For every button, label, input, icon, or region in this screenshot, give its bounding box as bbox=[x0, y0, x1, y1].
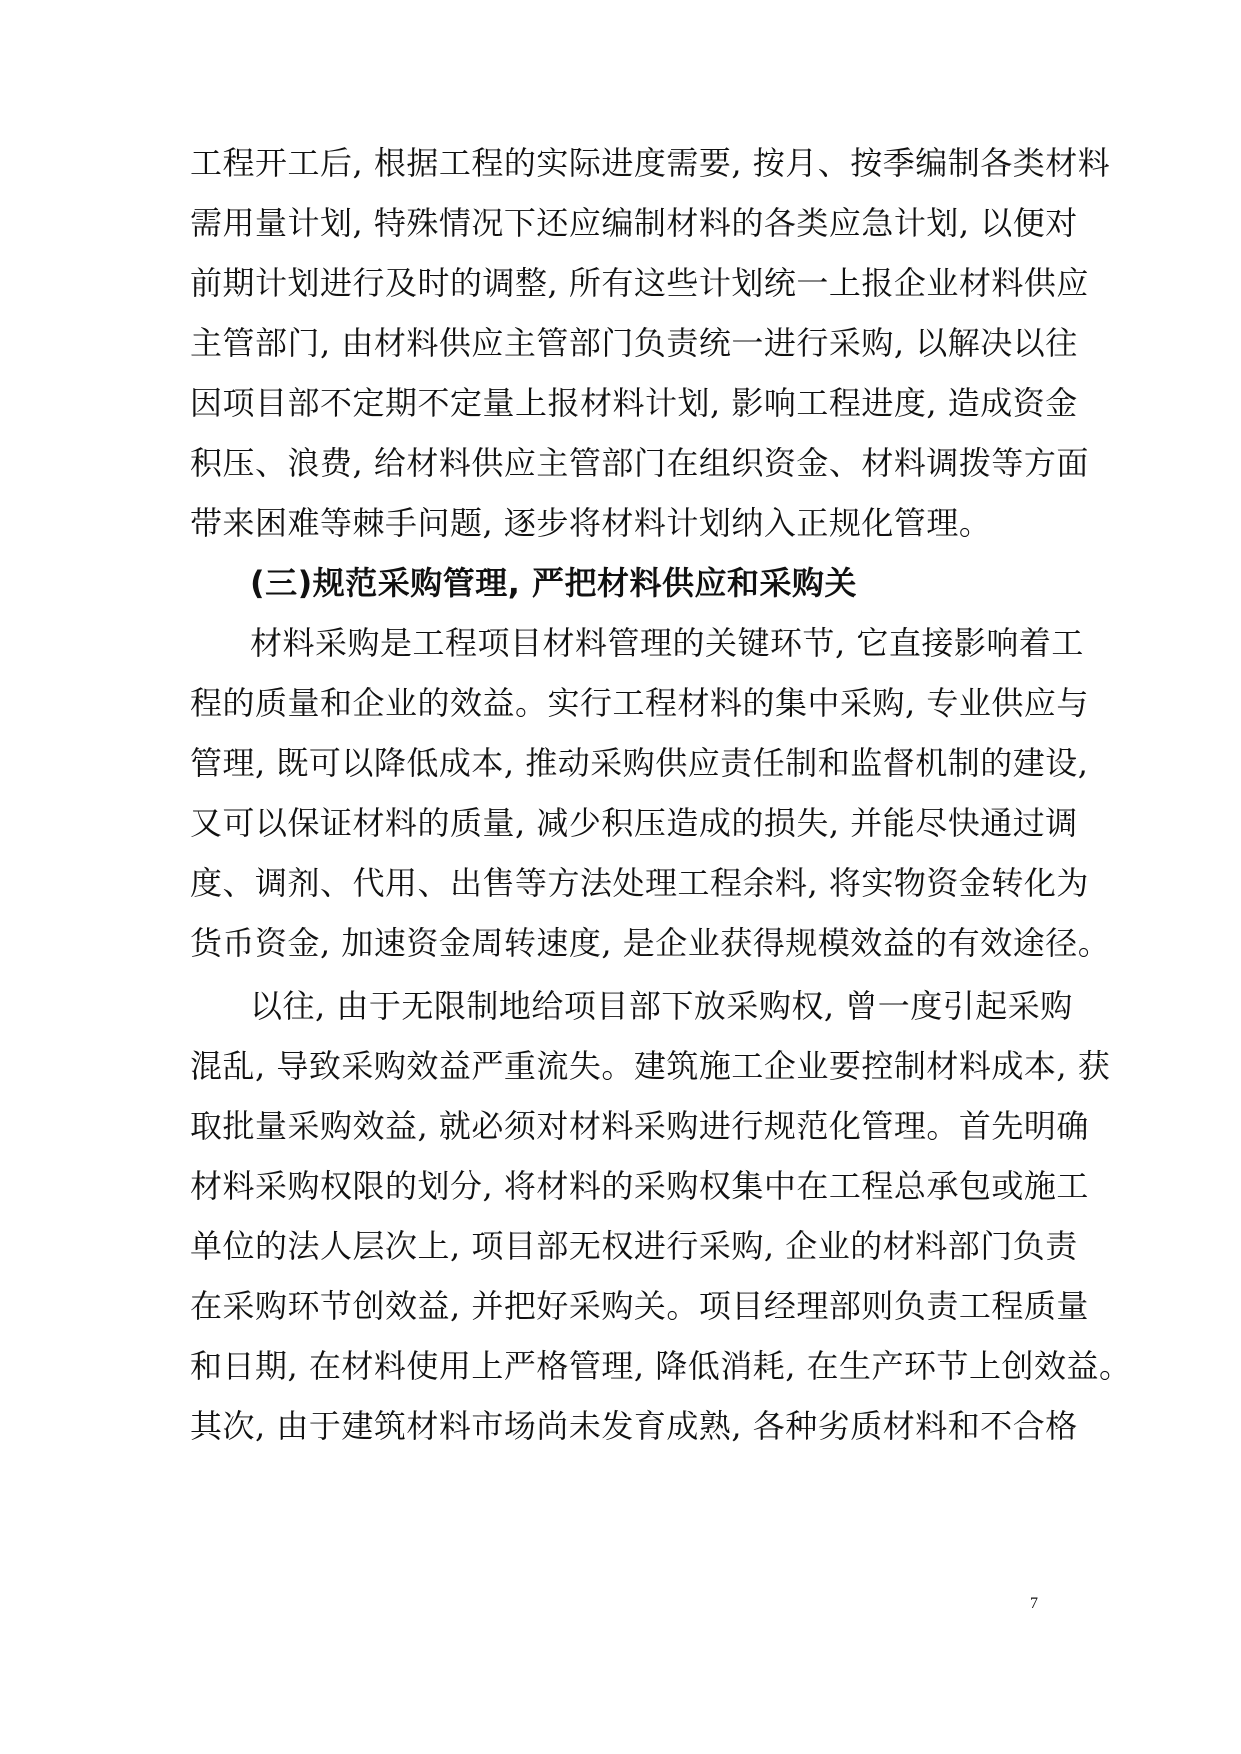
paragraph-1-line-3: 前期计划进行及时的调整, 所有这些计划统一上报企业材料供应 bbox=[190, 264, 1089, 302]
paragraph-2-line-2: 程的质量和企业的效益。实行工程材料的集中采购, 专业供应与 bbox=[190, 684, 1089, 722]
paragraph-2-line-3: 管理, 既可以降低成本, 推动采购供应责任制和监督机制的建设, bbox=[190, 744, 1089, 782]
paragraph-1-line-4: 主管部门, 由材料供应主管部门负责统一进行采购, 以解决以往 bbox=[190, 324, 1078, 362]
paragraph-3-line-6: 在采购环节创效益, 并把好采购关。项目经理部则负责工程质量 bbox=[190, 1287, 1089, 1325]
paragraph-3-line-3: 取批量采购效益, 就必须对材料采购进行规范化管理。首先明确 bbox=[190, 1107, 1089, 1145]
paragraph-3-line-2: 混乱, 导致采购效益严重流失。建筑施工企业要控制材料成本, 获 bbox=[190, 1047, 1111, 1085]
section-heading: (三)规范采购管理, 严把材料供应和采购关 bbox=[250, 564, 858, 602]
paragraph-1-line-2: 需用量计划, 特殊情况下还应编制材料的各类应急计划, 以便对 bbox=[190, 204, 1078, 242]
page-number: 7 bbox=[1030, 1595, 1038, 1612]
paragraph-1-line-7: 带来困难等棘手问题, 逐步将材料计划纳入正规化管理。 bbox=[190, 504, 992, 542]
paragraph-2-line-4: 又可以保证材料的质量, 减少积压造成的损失, 并能尽快通过调 bbox=[190, 804, 1078, 842]
paragraph-3-line-7: 和日期, 在材料使用上严格管理, 降低消耗, 在生产环节上创效益。 bbox=[190, 1347, 1132, 1385]
paragraph-1-line-5: 因项目部不定期不定量上报材料计划, 影响工程进度, 造成资金 bbox=[190, 384, 1078, 422]
paragraph-3-line-8: 其次, 由于建筑材料市场尚未发育成熟, 各种劣质材料和不合格 bbox=[190, 1407, 1078, 1445]
paragraph-3-line-1: 以往, 由于无限制地给项目部下放采购权, 曾一度引起采购 bbox=[250, 987, 1073, 1025]
paragraph-2-line-1: 材料采购是工程项目材料管理的关键环节, 它直接影响着工 bbox=[250, 624, 1084, 662]
paragraph-3-line-4: 材料采购权限的划分, 将材料的采购权集中在工程总承包或施工 bbox=[190, 1167, 1089, 1205]
paragraph-2-line-5: 度、调剂、代用、出售等方法处理工程余料, 将实物资金转化为 bbox=[190, 864, 1089, 902]
paragraph-1-line-1: 工程开工后, 根据工程的实际进度需要, 按月、按季编制各类材料 bbox=[190, 144, 1111, 182]
paragraph-2-line-6: 货币资金, 加速资金周转速度, 是企业获得规模效益的有效途径。 bbox=[190, 924, 1111, 962]
paragraph-3-line-5: 单位的法人层次上, 项目部无权进行采购, 企业的材料部门负责 bbox=[190, 1227, 1078, 1265]
paragraph-1-line-6: 积压、浪费, 给材料供应主管部门在组织资金、材料调拨等方面 bbox=[190, 444, 1089, 482]
